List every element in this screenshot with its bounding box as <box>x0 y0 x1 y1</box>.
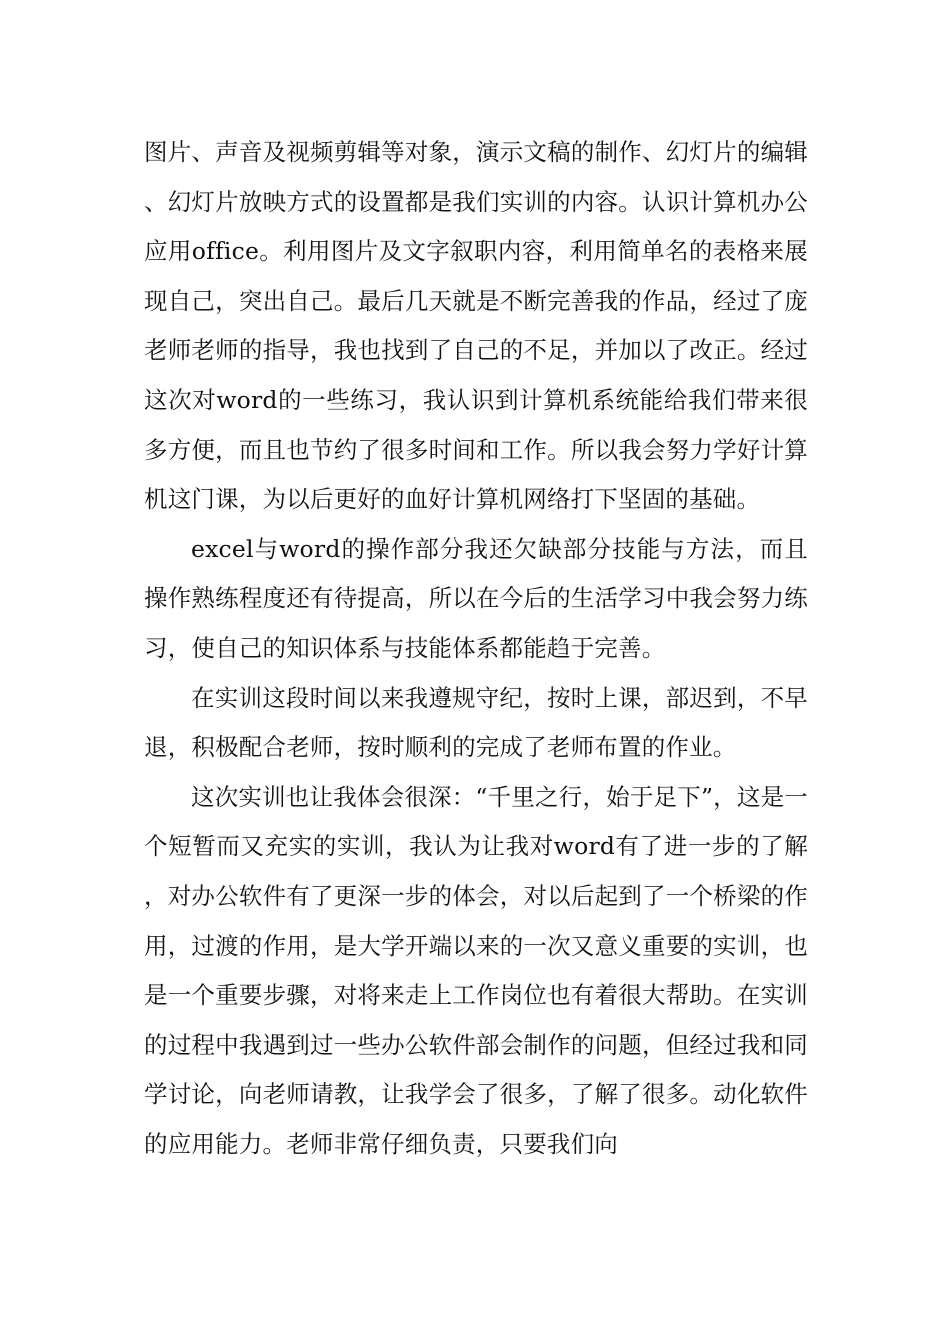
paragraph-2: excel与word的操作部分我还欠缺部分技能与方法，而且操作熟练程度还有待提高，所以在今后的生活学习中我会努力练习，使自己的知识体系与技能体系都能趋于完善。 <box>144 534 808 662</box>
paragraph-1: 图片、声音及视频剪辑等对象，演示文稿的制作、幻灯片的编辑、幻灯片放映方式的设置都是我们实训的内容。认识计算机办公应用office。利用图片及文字叙职内容，利用简单名的表格来展现自己，突出自己。最后几天就是不断完善我的作品，经过了庞老师老师的指导，我也找到了自己的不足，并加以了改正。经过这次对word的一些练习，我认识到计算机系统能给我们带来很多方便，而且也节约了很多时间和工作。所以我会努力学好计算机这门课，为以后更好的血好计算机网络打下坚固的基础。 <box>144 138 808 514</box>
paragraph-4: 这次实训也让我体会很深：“千里之行，始于足下”，这是一个短暂而又充实的实训，我认为让我对word有了进一步的了解，对办公软件有了更深一步的体会，对以后起到了一个桥梁的作用，过渡的作用，是大学开端以来的一次又意义重要的实训，也是一个重要步骤，对将来走上工作岗位也有着很大帮助。在实训的过程中我遇到过一些办公软件部会制作的问题，但经过我和同学讨论，向老师请教，让我学会了很多，了解了很多。动化软件的应用能力。老师非常仔细负责，只要我们向 <box>144 782 808 1158</box>
paragraph-3: 在实训这段时间以来我遵规守纪，按时上课，部迟到，不早退，积极配合老师，按时顺利的完成了老师布置的作业。 <box>144 683 808 762</box>
document-body <box>144 128 808 1169</box>
